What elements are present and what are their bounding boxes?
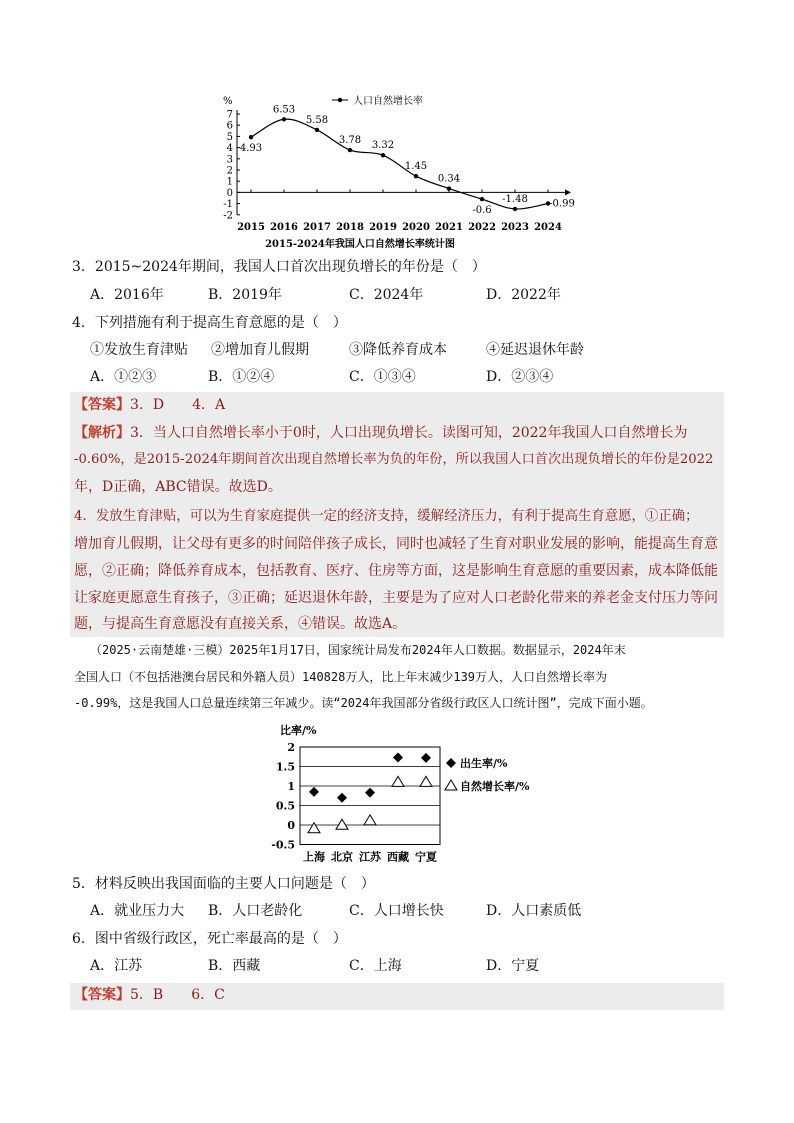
material-2-line-2: 全国人口（不包括港澳台居民和外籍人员）140828万人，比上年末减少139万人，人口自然增长率为 [74, 670, 608, 684]
chart1-y-tick-label: 5 [226, 131, 233, 143]
chart1-y-tick-label: 3 [226, 154, 233, 166]
chart1-point [282, 117, 286, 121]
chart1-x-tick-label: 2021 [435, 221, 463, 233]
q4-option-c[interactable]: C．①③④ [349, 369, 416, 385]
answer-1-text: 3．D 4．A [130, 397, 226, 413]
chart1-y-tick-label: -1 [223, 199, 233, 211]
q4-option-d[interactable]: D．②③④ [486, 369, 554, 385]
q4-option-a[interactable]: A．①②③ [90, 369, 157, 385]
chart2-y-label: 比率/% [280, 724, 317, 737]
chart1-y-tick-label: 0 [226, 187, 233, 199]
q4-item-3: ③降低养育成本 [349, 342, 447, 358]
chart1-value-label: 6.53 [272, 104, 296, 116]
q5-option-b[interactable]: B．人口老龄化 [208, 903, 303, 919]
chart1-x-axis-arrow [565, 189, 571, 195]
q6-option-c[interactable]: C．上海 [349, 958, 402, 974]
legend-triangle-marker [445, 780, 457, 790]
analysis-1-line-2: -0.60%，是2015-2024年期间首次出现自然增长率为负的年份，所以我国人口首次出现负增长的年份是2022 [74, 452, 714, 467]
chart2-x-tick-label: 江苏 [359, 850, 381, 864]
chart2-y-tick-label: -0.5 [271, 838, 295, 852]
birth-rate-point [309, 787, 319, 797]
chart1-y-tick-label: 7 [226, 109, 233, 121]
legend-diamond-marker [446, 758, 456, 768]
natural-growth-point [364, 815, 376, 825]
question-6-stem: 6．图中省级行政区，死亡率最高的是（ ） [72, 931, 347, 947]
chart1-x-tick-label: 2019 [369, 221, 397, 233]
q5-option-d[interactable]: D．人口素质低 [486, 903, 582, 919]
chart1-y-tick-label: 6 [226, 120, 233, 132]
analysis-1-line-7: 让家庭更愿意生育孩子，③正确；延迟退休年龄，主要是为了应对人口老龄化带来的养老金支付压力等问 [74, 590, 718, 606]
answer-1 [74, 391, 225, 420]
q6-option-b[interactable]: B．西藏 [208, 958, 261, 974]
chart1-x-tick-label: 2017 [303, 221, 331, 233]
province-population-scatter-chart [270, 720, 550, 865]
analysis-1-tag: 【解析】 [74, 425, 130, 441]
chart1-value-label: 5.58 [305, 114, 329, 126]
answer-2-tag: 【答案】 [74, 987, 130, 1003]
q4-item-4: ④延迟退休年龄 [486, 342, 584, 358]
question-5-stem: 5．材料反映出我国面临的主要人口问题是（ ） [72, 876, 375, 892]
natural-growth-point [336, 819, 348, 829]
chart2-y-tick-label: 1 [287, 780, 295, 793]
legend-birth-rate-label: 出生率/% [460, 757, 508, 770]
chart1-point [315, 128, 319, 132]
chart2-x-tick-label: 北京 [331, 850, 353, 864]
q3-option-a[interactable]: A．2016年 [90, 287, 164, 303]
answer-2 [74, 981, 225, 1010]
chart1-value-label: 4.93 [239, 143, 263, 155]
chart1-y-unit: % [223, 96, 233, 107]
answer-1-tag: 【答案】 [74, 397, 130, 413]
q3-option-b[interactable]: B．2019年 [208, 287, 282, 303]
birth-rate-point [365, 788, 375, 798]
chart2-y-tick-label: 0 [287, 819, 295, 832]
birth-rate-point [393, 753, 403, 763]
material-2-line-1: （2025·云南楚雄·三模）2025年1月17日，国家统计局发布2024年人口数据。数据显示，2024年末 [90, 643, 626, 657]
q5-option-a[interactable]: A．就业压力大 [90, 903, 185, 919]
birth-rate-point [421, 753, 431, 763]
analysis-1-line-8: 题，与提高生育意愿没有直接关系，④错误。故选A。 [74, 616, 407, 632]
q4-item-1: ①发放生育津贴 [90, 342, 188, 358]
chart1-point [249, 135, 253, 139]
natural-growth-point [308, 823, 320, 833]
analysis-1-line-1: 【解析】3．当人口自然增长率小于0时，人口出现负增长。读图可知，2022年我国人口自然增长为 [74, 425, 688, 441]
chart2-legend [445, 756, 530, 793]
analysis-1-line-5: 增加育儿假期，让父母有更多的时间陪伴孩子成长，同时也减轻了生育对职业发展的影响，能提高生育意 [74, 536, 718, 552]
chart1-value-label: 3.78 [338, 135, 362, 147]
chart1-x-tick-label: 2016 [270, 221, 298, 233]
q4-item-2: ②增加育儿假期 [211, 342, 309, 358]
chart2-y-tick-label: 1.5 [275, 760, 295, 774]
q6-option-d[interactable]: D．宁夏 [486, 958, 540, 974]
chart1-x-tick-label: 2015 [237, 221, 265, 233]
chart1-point [348, 148, 352, 152]
q4-option-b[interactable]: B．①②④ [208, 369, 275, 385]
chart1-point [447, 186, 451, 190]
question-4-stem: 4．下列措施有利于提高生育意愿的是（ ） [72, 315, 347, 331]
q3-option-d[interactable]: D．2022年 [486, 287, 561, 303]
legend-natural-growth-label: 自然增长率/% [460, 780, 530, 793]
chart1-x-tick-label: 2022 [468, 221, 496, 233]
natural-growth-point [420, 776, 432, 786]
birth-rate-point [337, 793, 347, 803]
chart1-x-tick-label: 2023 [501, 221, 529, 233]
chart1-x-tick-label: 2024 [534, 221, 562, 233]
chart1-value-label: -0.6 [472, 205, 492, 217]
chart1-point [513, 207, 517, 211]
question-3-stem: 3．2015~2024年期间，我国人口首次出现负增长的年份是（ ） [72, 259, 486, 275]
chart1-y-tick-label: 4 [226, 143, 233, 155]
chart1-point [414, 174, 418, 178]
material-2-line-3: -0.99%，这是我国人口总量连续第三年减少。读“2024年我国部分省级行政区人口统计图”，完成下面小题。 [74, 696, 653, 710]
chart2-y-tick-label: 0.5 [275, 799, 295, 813]
chart1-point [480, 197, 484, 201]
chart1-value-label: -1.48 [502, 193, 528, 205]
chart1-point [381, 153, 385, 157]
chart1-x-tick-label: 2018 [336, 221, 364, 233]
chart2-x-tick-label: 西藏 [387, 850, 409, 864]
natural-growth-point [392, 776, 404, 786]
analysis-1-line-3: 年，D正确，ABC错误。故选D。 [74, 479, 282, 495]
q3-option-c[interactable]: C．2024年 [349, 287, 424, 303]
q5-option-c[interactable]: C．人口增长快 [349, 903, 444, 919]
chart1-value-label: 3.32 [371, 140, 395, 152]
chart2-x-tick-label: 宁夏 [415, 850, 437, 864]
analysis-1-line-6: 愿，②正确；降低养育成本，包括教育、医疗、住房等方面，这是影响生育意愿的重要因素，成本降低能 [74, 563, 718, 579]
chart1-value-label: 0.34 [437, 173, 461, 185]
chart1-y-tick-label: 2 [226, 165, 233, 177]
chart2-y-tick-label: 2 [287, 741, 295, 754]
natural-growth-line-chart [215, 90, 595, 250]
chart1-value-label: -0.99 [549, 198, 575, 210]
analysis-1-line-4: 4．发放生育津贴，可以为生育家庭提供一定的经济支持，缓解经济压力，有利于提高生育意愿，①正确； [74, 509, 699, 524]
chart1-legend [332, 94, 423, 107]
chart1-y-tick-label: 1 [226, 176, 233, 188]
chart2-x-tick-label: 上海 [303, 850, 325, 864]
q6-option-a[interactable]: A．江苏 [90, 958, 143, 974]
chart1-legend-label: 人口自然增长率 [353, 96, 423, 107]
chart1-x-tick-label: 2020 [402, 221, 430, 233]
answer-2-text: 5．B 6．C [130, 987, 225, 1003]
chart1-value-label: 1.45 [404, 161, 428, 173]
chart1-y-tick-label: -2 [223, 210, 233, 222]
chart1-title: 2015-2024年我国人口自然增长率统计图 [265, 239, 455, 250]
